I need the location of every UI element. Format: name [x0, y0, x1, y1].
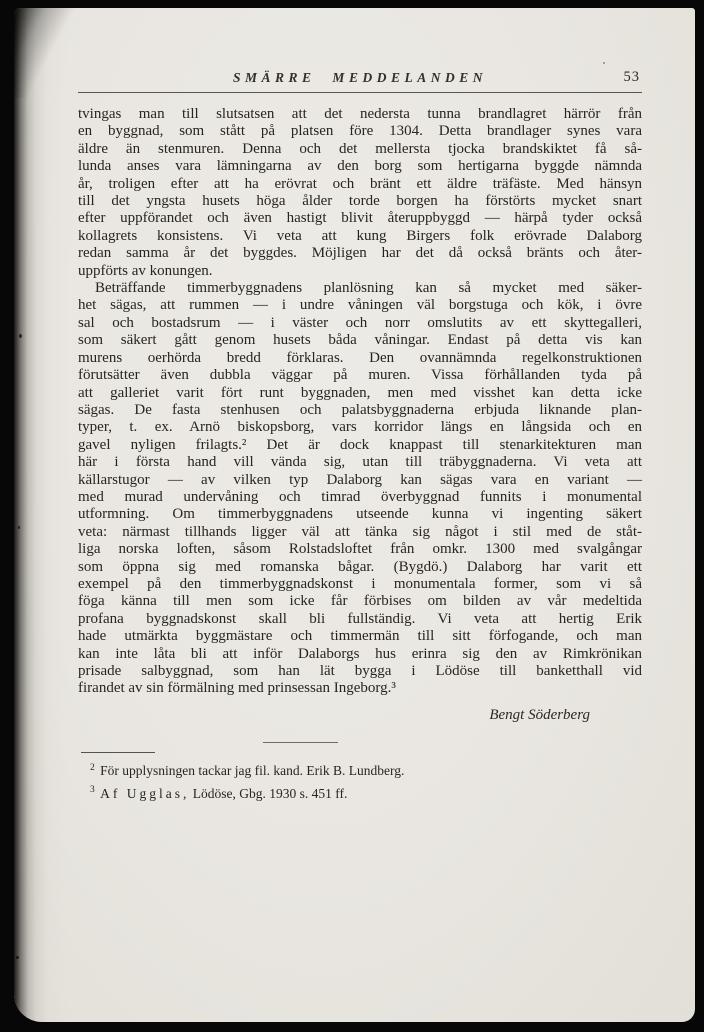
footnotes	[90, 760, 642, 805]
text-line: äldre än stenmuren. Denna och det mellersta tjocka brandskiktet få så-	[78, 140, 642, 157]
text-line: föga känna till men som icke får förbises om bilden av vår medeltida	[78, 593, 642, 610]
text-line: som säkert gått genom husets båda våningar. Endast på detta vis kan	[78, 332, 642, 349]
section-divider	[263, 742, 338, 743]
text-line: sal och bostadsrum — i väster och norr omslutits av ett skyttegalleri,	[78, 314, 642, 331]
text-line: uppförts av konungen.	[78, 262, 213, 279]
text-line: med murad undervåning och timrad överbyggnad funnits i monumental	[78, 488, 642, 505]
text-line: murens oerhörda bredd förklaras. Den ovannämnda regelkonstruktionen	[78, 349, 642, 366]
footnote-3	[90, 783, 642, 806]
scan-speck	[603, 62, 605, 64]
text-line: kollagrets konsistens. Vi veta att kung Birgers folk erövrade Dalaborg	[78, 227, 642, 244]
scan-speck	[16, 956, 19, 959]
scan-speck	[19, 334, 22, 338]
running-title: SMÄRRE MEDDELANDEN	[233, 70, 487, 85]
text-line: redan samma år det byggdes. Möjligen har det då också bränts och åter-	[78, 245, 642, 262]
author-name: Bengt Söderberg	[489, 707, 590, 723]
author-signature	[78, 707, 642, 724]
text-line: efter uppförandet och även hastigt blivit återuppbyggd — härpå tyder också	[78, 210, 642, 227]
text-line: lunda anses vara lämningarna av den borg som hertigarna byggde nämnda	[78, 158, 642, 175]
text-line: profana byggnadskonst skall bli fullständig. Vi veta att hertig Erik	[78, 610, 642, 627]
text-line: här i första hand vill vända sig, utan till träbyggnaderna. Vi veta att	[78, 454, 642, 471]
text-line: som öppna sig med romanska bågar. (Bygdö.) Dalaborg har varit ett	[78, 558, 642, 575]
text-line: en byggnad, som stått på platsen före 1304. Detta brandlager synes vara	[78, 123, 642, 140]
page-number: 53	[623, 69, 640, 85]
text-line: utformning. Om timmerbyggnadens utseende kunna vi ingenting säkert	[78, 506, 642, 523]
text-line: het sägas, att rummen — i undre våningen väl borgstuga och kök, i övre	[78, 297, 642, 314]
page-content	[14, 8, 695, 1022]
text-line: till det yngsta husets höga ålder torde borgen ha förstörts mycket snart	[78, 193, 642, 210]
text-line: kan inte låta bli att inför Dalaborgs hus erinra sig den av Rimkrönikan	[78, 645, 642, 662]
text-line: hade utmärkta byggmästare och timmermän till sitt förfogande, och man	[78, 628, 642, 645]
text-line: källarstugor — av vilken typ Dalaborg kan sägas vara en variant —	[78, 471, 642, 488]
text-line: veta: närmast tillhands ligger väl att tänka sig något i stil med de ståt-	[78, 523, 642, 540]
text-line: prisade salbyggnad, som han lät bygga i Lödöse till banketthall vid	[78, 663, 642, 679]
footnote-2-marker: 2	[90, 762, 95, 773]
text-line: Beträffande timmerbyggnadens planlösning kan så mycket med säker-	[95, 280, 642, 297]
scanned-page	[14, 8, 695, 1022]
scan-speck	[18, 526, 20, 529]
text-line: sägas. De fasta stenhusen och palatsbyggnaderna erbjuda liknande plan-	[78, 401, 642, 418]
article-body	[78, 106, 642, 698]
text-line: exempel på den timmerbyggnadskonst i monumentala former, som vi så	[78, 575, 642, 592]
page-header	[78, 69, 642, 87]
text-line: liga norska loften, såsom Rolstadsloftet från omkr. 1300 med svalgångar	[78, 541, 642, 558]
text-line: år, troligen efter att ha erövrat och bränt ett äldre träfäste. Med hänsyn	[78, 175, 642, 192]
text-line: förutsätter även dubbla väggar på muren. Vissa förhållanden tyda på	[78, 367, 642, 384]
footnote-3-text: Lödöse, Gbg. 1930 s. 451 ff.	[192, 785, 348, 801]
footnote-3-marker: 3	[90, 785, 95, 795]
text-line: att galleriet varit fört runt byggnaden, men med visshet kan detta icke	[78, 384, 642, 401]
footnote-2-text: För upplysningen tackar jag fil. kand. Erik B. Lundberg.	[100, 763, 405, 778]
text-line: firandet av sin förmälning med prinsessan Ingeborg.³	[78, 680, 396, 697]
footnote-separator	[81, 752, 155, 753]
footnote-2	[90, 760, 642, 783]
text-line: tvingas man till slutsatsen att det nedersta tunna brandlagret härrör från	[78, 106, 642, 122]
text-line: gavel nyligen frilagts.² Det är dock knappast till stenarkitekturen man	[78, 436, 642, 453]
text-line: typer, t. ex. Arnö biskopsborg, vars korridor längs en långsida och en	[78, 419, 642, 436]
footnote-3-spaced: Af Ugglas,	[100, 785, 190, 801]
header-rule	[78, 92, 642, 93]
